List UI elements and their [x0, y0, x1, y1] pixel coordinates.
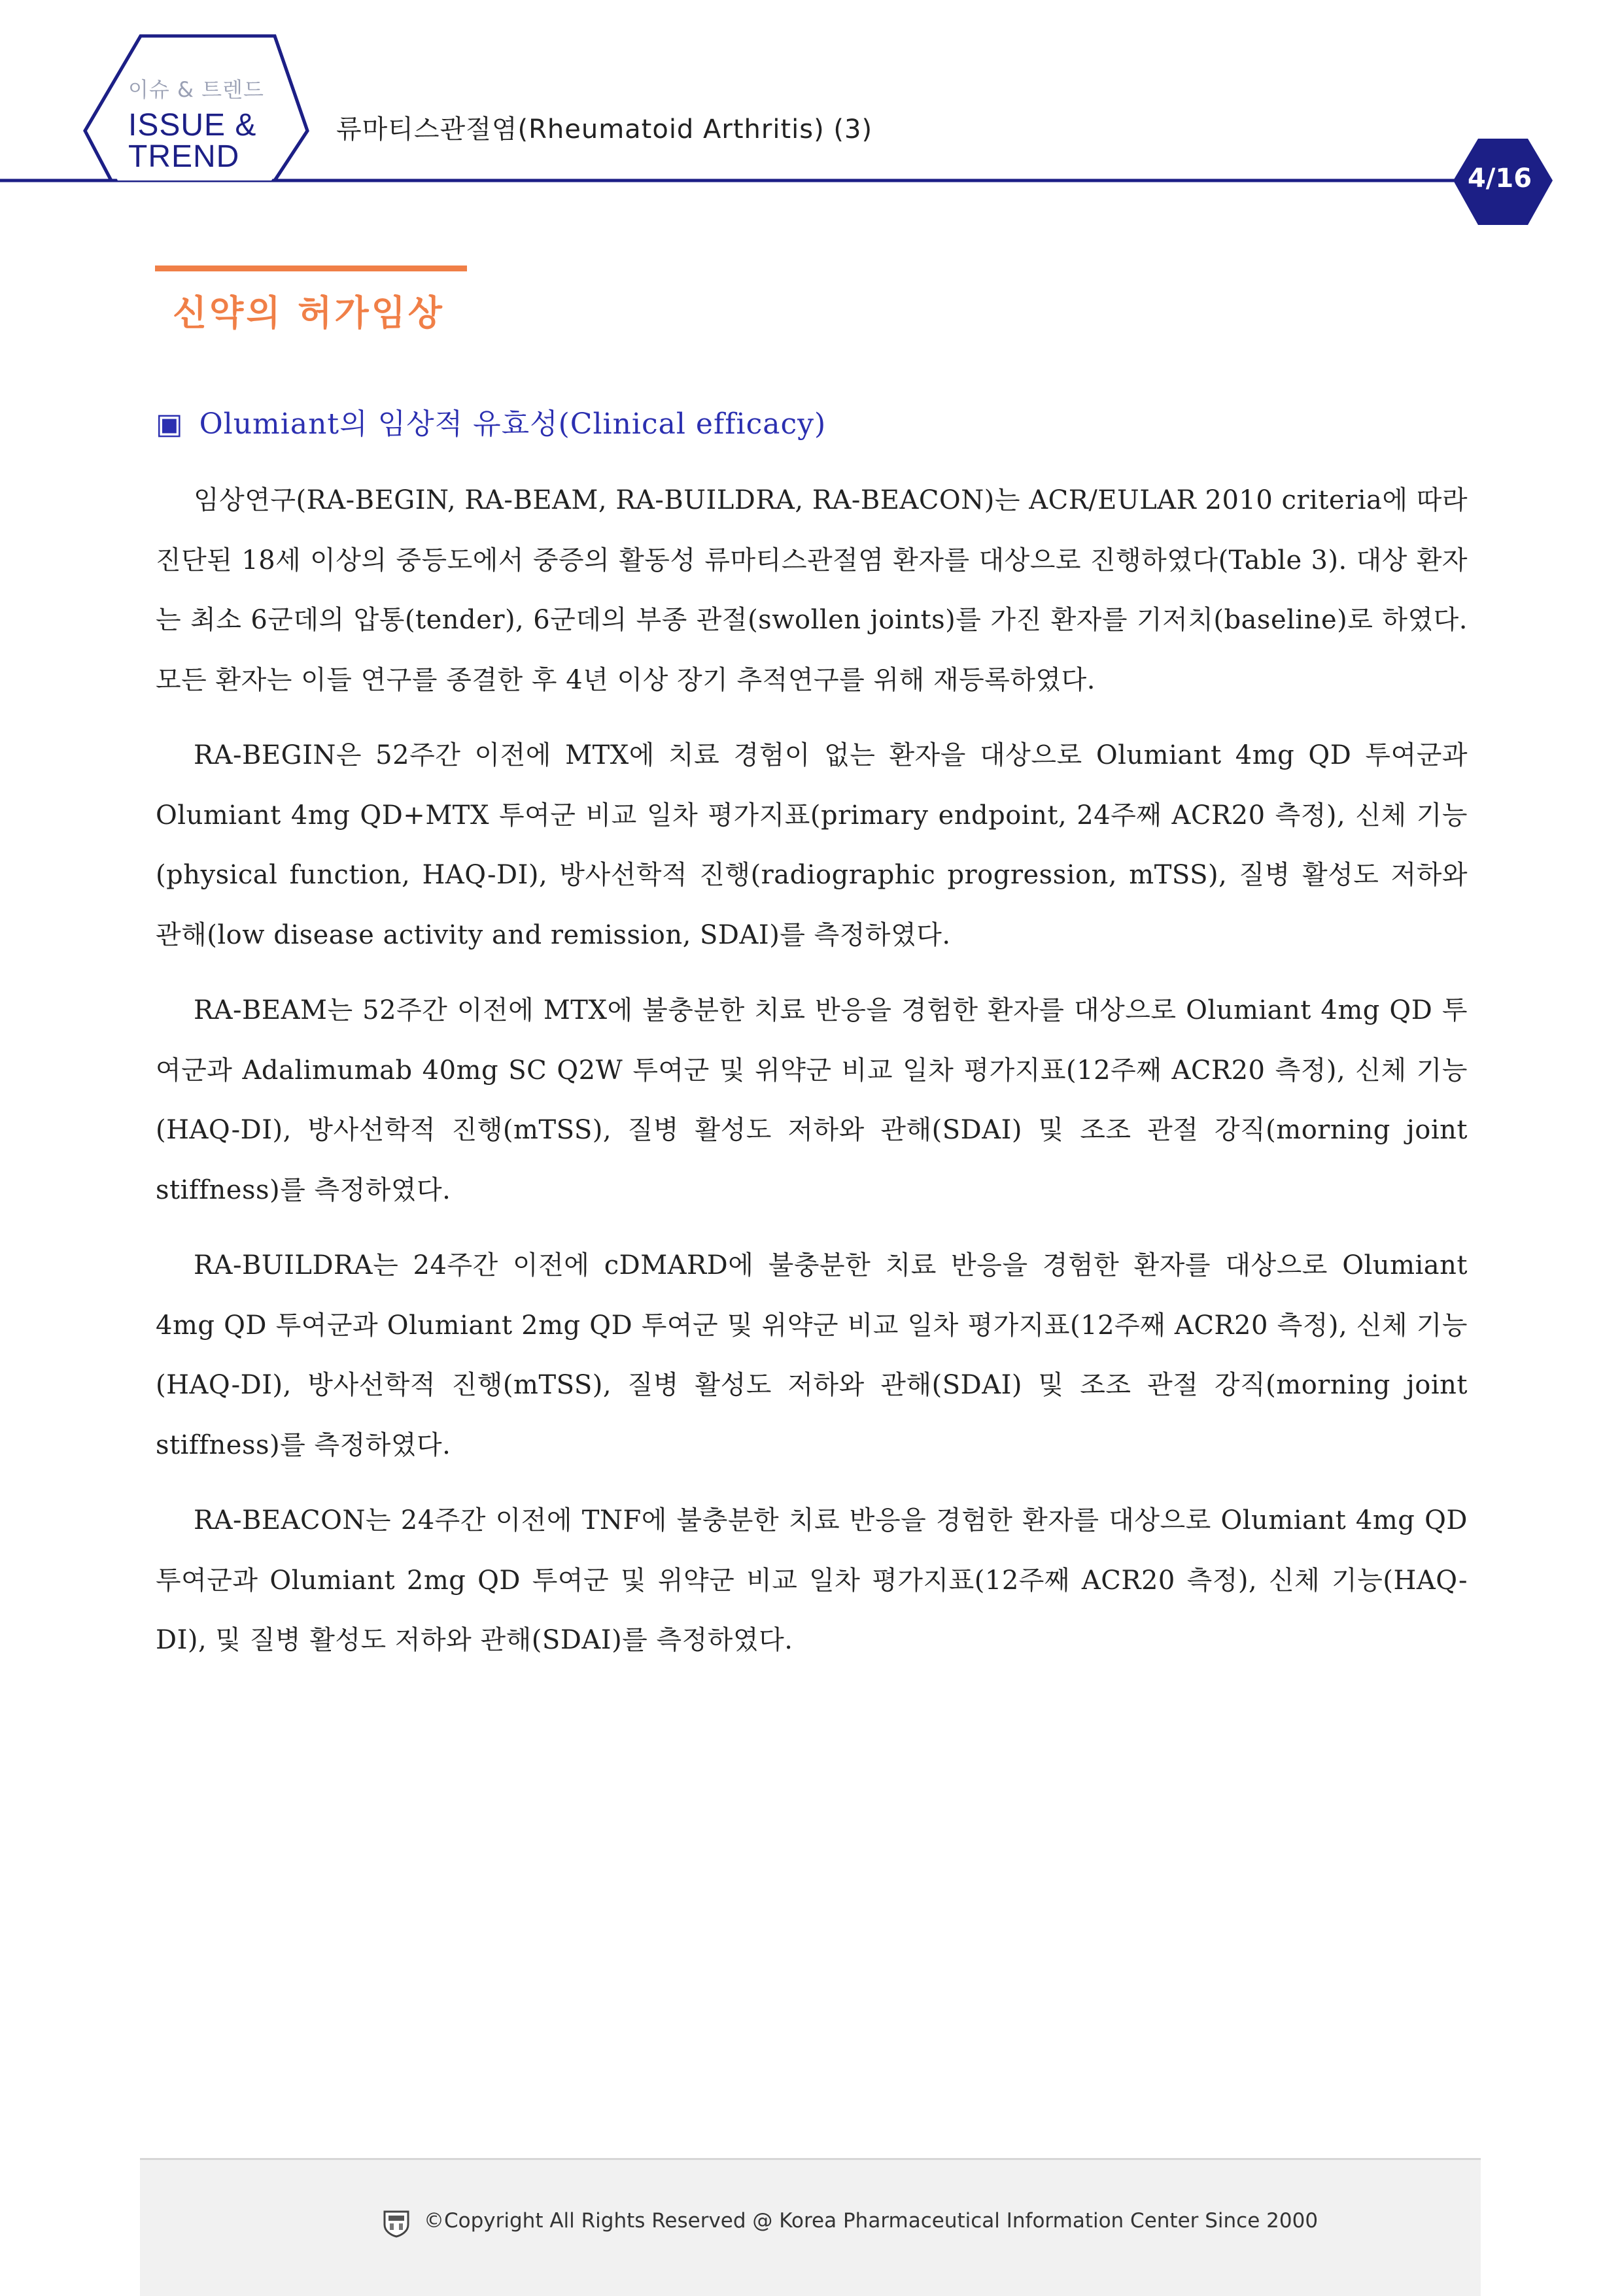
badge-issue-label: ISSUE &: [128, 108, 257, 143]
square-bullet-icon: ▣: [156, 407, 184, 441]
shield-logo-icon: [382, 2209, 411, 2238]
subheading: [156, 400, 826, 442]
badge-trend-label: TREND: [128, 139, 240, 174]
section-accent-bar: [155, 266, 467, 271]
paragraph: 임상연구(RA-BEGIN, RA-BEAM, RA-BUILDRA, RA-BEACON)는 ACR/EULAR 2010 criteria에 따라 진단된 18세 이상의 중등도에서 중증의 활동성 류마티스관절염 환자를 대상으로 진행하였다(Table 3). 대상 환자는 최소 6군데의 압통(tender), 6군데의 부종 관절(swollen joints)를 가진 환자를 기저치(baseline)로 하였다. 모든 환자는 이들 연구를 종결한 후 4년 이상 장기 추적연구를 위해 재등록하였다.: [156, 485, 1468, 695]
copyright-text: ©Copyright All Rights Reserved @ Korea Pharmaceutical Information Center Since 2000: [424, 2209, 1319, 2233]
paragraph: RA-BEGIN은 52주간 이전에 MTX에 치료 경험이 없는 환자을 대상으로 Olumiant 4mg QD 투여군과 Olumiant 4mg QD+MTX 투여군 비교 일차 평가지표(primary endpoint, 24주째 ACR20 측정), 신체 기능(physical function, HAQ-DI), 방사선학적 진행(radiographic progression, mTSS), 질병 활성도 저하와 관해(low disease activity and remission, SDAI)를 측정하였다.: [156, 740, 1468, 950]
paragraph: RA-BEAM는 52주간 이전에 MTX에 불충분한 치료 반응을 경험한 환자를 대상으로 Olumiant 4mg QD 투여군과 Adalimumab 40mg SC Q2W 투여군 및 위약군 비교 일차 평가지표(12주째 ACR20 측정), 신체 기능(HAQ-DI), 방사선학적 진행(mTSS), 질병 활성도 저하와 관해(SDAI) 및 조조 관절 강직(morning joint stiffness)를 측정하였다.: [156, 995, 1468, 1205]
badge-korean-label: 이슈 & 트렌드: [128, 77, 264, 102]
section-title: 신약의 허가임상: [173, 292, 445, 334]
body-text: [156, 471, 1468, 1687]
subheading-text: Olumiant의 임상적 유효성(Clinical efficacy): [199, 407, 827, 441]
document-title: 류마티스관절염(Rheumatoid Arthritis) (3): [336, 114, 873, 145]
page-number: 4/16: [1467, 163, 1532, 194]
paragraph: RA-BEACON는 24주간 이전에 TNF에 불충분한 치료 반응을 경험한 환자를 대상으로 Olumiant 4mg QD 투여군과 Olumiant 2mg QD 투여군 및 위약군 비교 일차 평가지표(12주째 ACR20 측정), 신체 기능(HAQ-DI), 및 질병 활성도 저하와 관해(SDAI)를 측정하였다.: [156, 1505, 1468, 1655]
paragraph: RA-BUILDRA는 24주간 이전에 cDMARD에 불충분한 치료 반응을 경험한 환자를 대상으로 Olumiant 4mg QD 투여군과 Olumiant 2mg QD 투여군 및 위약군 비교 일차 평가지표(12주째 ACR20 측정), 신체 기능(HAQ-DI), 방사선학적 진행(mTSS), 질병 활성도 저하와 관해(SDAI) 및 조조 관절 강직(morning joint stiffness)를 측정하였다.: [156, 1250, 1468, 1460]
